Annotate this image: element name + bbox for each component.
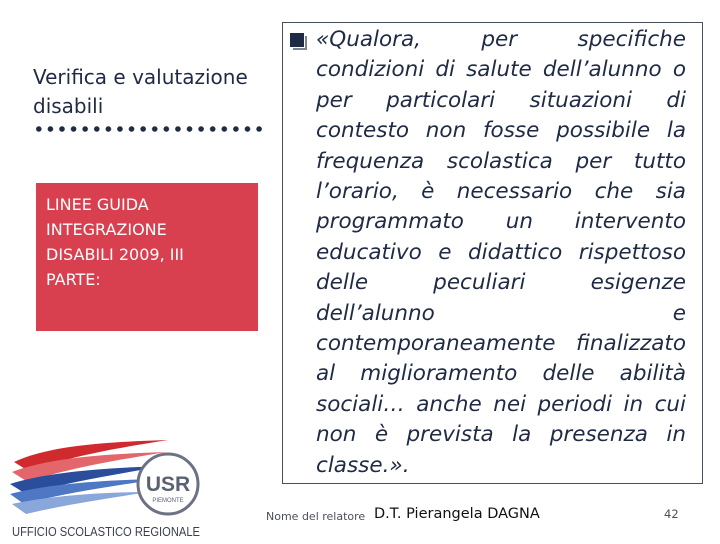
page-number: 42 bbox=[664, 507, 679, 521]
usr-piemonte-logo-icon bbox=[8, 432, 208, 540]
footer-author: D.T. Pierangela DAGNA bbox=[374, 506, 540, 522]
footer-relatore-label: Nome del relatore bbox=[266, 510, 366, 523]
square-bullet-icon bbox=[290, 33, 304, 47]
logo-caption: UFFICIO SCOLASTICO REGIONALE bbox=[12, 525, 200, 539]
slide-title: Verifica e valutazione disabili bbox=[33, 65, 248, 118]
guideline-box bbox=[36, 183, 258, 331]
logo-main-text: USR bbox=[145, 473, 191, 496]
guideline-box-text: LINEE GUIDA INTEGRAZIONE DISABILI 2009, III PARTE: bbox=[46, 195, 184, 289]
dotted-divider bbox=[33, 125, 265, 133]
logo-sub-text: PIEMONTE bbox=[152, 498, 184, 504]
quote-text: «Qualora, per specifiche condizioni di salute dell’alunno o per particolari situazioni di contesto non fosse possibile la frequenza scolastica per tutto l’orario, è necessario che sia programmato un intervento educativo e didattico rispettoso delle peculiari esigenze dell’alunno e contemporaneamente finalizzato al miglioramento delle abilità sociali… anche nei periodi in cui non è prevista la presenza in classe.». bbox=[316, 27, 686, 478]
